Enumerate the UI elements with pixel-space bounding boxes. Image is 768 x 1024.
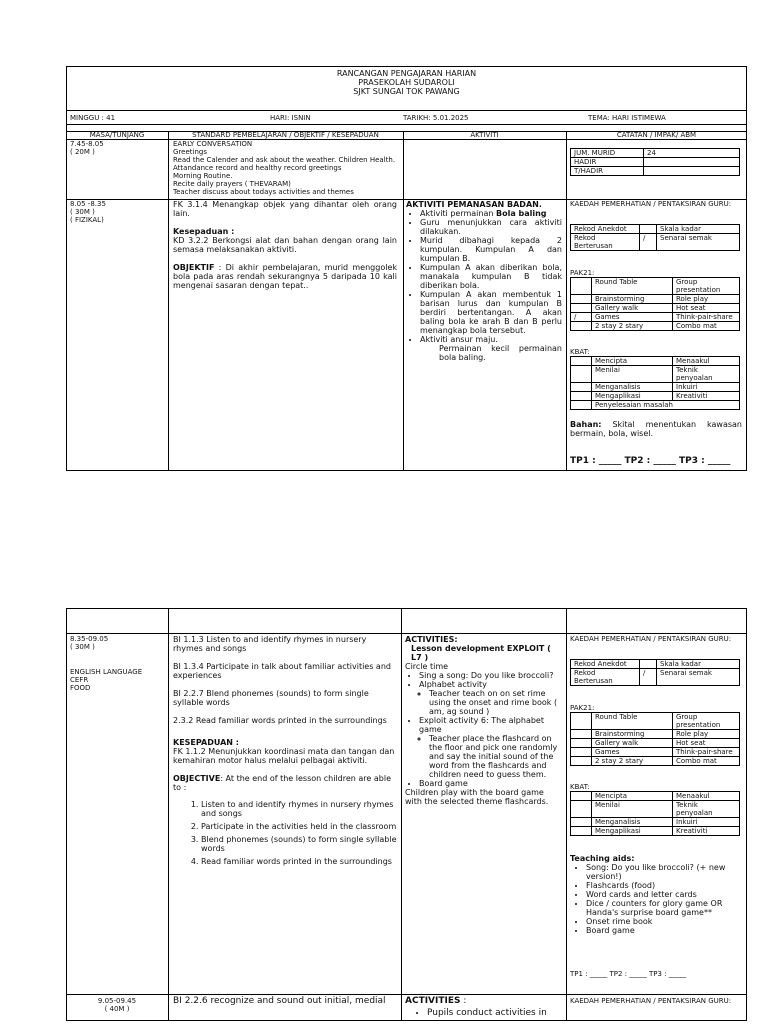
title-line-2: PRASEKOLAH SUDAROLI [358,78,455,87]
list-item: ◦ Teacher teach on on set rime using the onset and rime book ( am, ag sound ) [429,689,563,716]
table-cell: Mencipta [592,357,673,366]
table-cell [640,225,657,234]
column-header-standard: STANDARD PEMBELAJARAN / OBJEKTIF / KESEPADUAN [192,131,379,139]
table-cell: Menilai [592,366,673,383]
column-divider [566,131,567,471]
table-cell: Inkuiri [673,383,740,392]
list-item: • Onset rime book [586,917,744,926]
table-row [571,313,740,322]
pak21-table [570,712,740,766]
list-item: • Kumpulan A akan diberikan bola, manakala kumpulan B tidak diberikan bola. [420,263,562,290]
list-item: • Song: Do you like broccoli? (+ new version!) [586,863,744,881]
row3-objective [173,774,397,792]
list-item: • Flashcards (food) [586,881,744,890]
table-border-top [66,66,747,67]
table-cell: Combo mat [673,757,740,766]
column-header-masa: MASA/TUNJANG [89,131,145,139]
table-cell [571,818,592,827]
table-row [571,322,740,331]
column-divider [401,608,402,1021]
table-cell [571,392,592,401]
table-cell: Penyelesaian masalah [592,401,740,410]
table-cell: Round Table [592,278,673,295]
table-border-right [746,608,747,1021]
table-cell [571,304,592,313]
table-cell: Combo mat [673,322,740,331]
row2-bahan-label: Bahan: [570,420,602,429]
table-cell [571,827,592,836]
row3-kesepaduan-label: KESEPADUAN : [173,738,239,747]
list-item-bold: Bola baling [495,209,547,218]
table-cell: Rekod Berterusan [571,669,640,686]
row3-sp: BI 2.2.7 Blend phonemes (sounds) to form single syllable words [173,689,369,707]
table-cell [640,660,657,669]
row4-activities-label: ACTIVITIES [405,996,461,1006]
row3-objective-label: OBJECTIVE [173,774,221,783]
table-cell [571,366,592,383]
table-cell [571,401,592,410]
table-cell: / [640,234,657,251]
row3-teaching-list [570,863,744,935]
list-item [419,716,563,779]
minggu-label: MINGGU : 41 [70,114,116,122]
row4-activities-list [405,1008,563,1018]
list-item: • Pupils conduct activities in [427,1008,563,1018]
table-cell [571,357,592,366]
row1-duration: ( 20M ) [70,148,95,156]
list-item: • Dice / counters for glory game OR Handa's surprise board game** [586,899,744,917]
row2-bahan [570,420,742,438]
table-row [571,801,740,818]
table-cell: Round Table [592,713,673,730]
table-cell: 24 [644,149,740,158]
table-cell [571,739,592,748]
row1-line: Attandance record and healthy record greetings [173,164,342,172]
table-row [571,234,740,251]
row3-kesepaduan: FK 1.1.2 Menunjukkan koordinasi mata dan tangan dan kemahiran motor halus melalui pelbagai aktiviti. [173,747,395,765]
sub-list [419,689,563,716]
row3-teaching-label: Teaching aids: [570,854,635,863]
rekod-table [570,224,740,251]
row3-children-play: Children play with the board game with the selected theme flashcards. [405,788,549,806]
table-border-left [66,66,67,471]
table-row [571,713,740,730]
list-item [419,680,563,716]
row2-tp: TP1 : _____ TP2 : _____ TP3 : _____ [570,456,731,466]
pak21-table [570,277,740,331]
tema-label: TEMA: HARI ISTIMEWA [588,114,666,122]
table-cell: Hot seat [673,304,740,313]
table-row [571,757,740,766]
row1-line: Greetings [173,148,207,156]
row1-time [70,140,166,156]
row3-activities-label: ACTIVITIES: [405,635,458,644]
list-item-text: Alphabet activity [419,680,487,689]
table-cell [571,757,592,766]
table-row [571,295,740,304]
row3-standard [173,635,397,870]
table-row [571,792,740,801]
table-row [571,739,740,748]
attendance-table [570,148,740,176]
column-divider [168,608,169,1021]
doc-title [66,69,747,96]
table-row [571,669,740,686]
row1-time-range: 7.45-8.05 [70,140,104,148]
list-item: 3. Blend phonemes (sounds) to form single syllable words [201,835,397,853]
row2-objektif-text: : Di akhir pembelajaran, murid menggolek bola pada aras rendah sekurangnya 5 daripada 10 kali mengenai sasaran dengan tepat.. [173,263,397,290]
list-item-text: Exploit activity 6: The alphabet game [419,716,544,734]
row4-activities [405,996,563,1018]
row1-line: Teacher discuss about todays activities and themes [173,188,354,196]
tarikh-label: TARIKH: 5.01.2025 [403,114,469,122]
table-divider [66,124,747,125]
row2-tunjang: ( FIZIKAL) [70,216,104,224]
title-line-1: RANCANGAN PENGAJARAN HARIAN [336,69,477,78]
row1-line: Morning Routine. [173,172,233,180]
table-row [571,357,740,366]
table-cell: Group presentation [673,713,740,730]
table-row [571,366,740,383]
list-item: 1. Listen to and identify rhymes in nursery rhymes and songs [201,800,397,818]
row3-lesson: Lesson development EXPLOIT ( L7 ) [411,644,551,662]
table-row [571,392,740,401]
table-cell: Brainstorming [592,730,673,739]
table-cell: Rekod Anekdot [571,660,640,669]
table-row [571,748,740,757]
row3-topic: FOOD [70,684,91,692]
table-cell: Skala kadar [657,225,740,234]
table-row [571,225,740,234]
row2-time-range: 8.05 -8.35 [70,200,106,208]
list-item: • Sing a song: Do you like broccoli? [419,671,563,680]
table-cell: Brainstorming [592,295,673,304]
column-header-catatan: CATATAN / IMPAK/ ABM [616,131,697,139]
row2-kbat-label: KBAT: [570,348,590,356]
row3-kbat-label: KBAT: [570,783,590,791]
row3-activities-list [405,671,563,788]
table-row [571,827,740,836]
row2-duration: ( 30M ) [70,208,95,216]
table-row [571,167,740,176]
sub-list [419,734,563,779]
row3-time [70,635,166,692]
list-item: • Aktiviti ansur maju. [420,335,562,344]
row1-conversation [173,140,563,196]
table-cell [571,383,592,392]
table-cell: Gallery walk [592,739,673,748]
list-item: ◦ Teacher place the flashcard on the floor and pick one randomly and say the initial sound of the word from the flashcards and children need to guess them. [429,734,563,779]
table-divider [66,110,747,111]
table-cell [571,278,592,295]
row4-kaedah: KAEDAH PEMERHATIAN / PENTAKSIRAN GURU: [570,997,732,1005]
list-item: • Guru menunjukkan cara aktiviti dilakukan. [420,218,562,236]
row3-tp: TP1 : _____ TP2 : _____ TP3 : _____ [570,970,687,978]
table-border-right [746,66,747,471]
row3-sp: BI 1.3.4 Participate in talk about familiar activities and experiences [173,662,391,680]
table-cell: / [571,313,592,322]
row3-kaedah: KAEDAH PEMERHATIAN / PENTAKSIRAN GURU: [570,635,732,643]
row3-objective-text: : At the end of the lesson children are able to : [173,774,392,792]
table-cell: Rekod Berterusan [571,234,640,251]
table-cell: Games [592,748,673,757]
table-cell: JUM. MURID [571,149,644,158]
table-cell [644,167,740,176]
table-cell: Menaakul [673,792,740,801]
row3-time-range: 8.35-09.05 [70,635,109,643]
row3-activities [405,635,563,806]
table-cell: Mencipta [592,792,673,801]
table-cell: Mengaplikasi [592,827,673,836]
table-row [571,278,740,295]
list-item: • Murid dibahagi kepada 2 kumpulan. Kumpulan A dan kumpulan B. [420,236,562,263]
row4-time-range: 9.05-09.45 [97,997,137,1005]
table-cell [571,801,592,818]
table-cell: Hot seat [673,739,740,748]
table-cell: Gallery walk [592,304,673,313]
table-cell: 2 stay 2 stary [592,757,673,766]
table-cell: Senarai semak [657,234,740,251]
table-cell [644,158,740,167]
table-row [571,158,740,167]
table-cell: Kreativiti [673,827,740,836]
table-cell: Menaakul [673,357,740,366]
table-cell: Senarai semak [657,669,740,686]
row1-line: Recite daily prayers ( THEVARAM) [173,180,291,188]
column-header-aktiviti: AKTIVITI [470,131,499,139]
row3-objectives-list [173,800,397,866]
row1-line: EARLY CONVERSATION [173,140,253,148]
table-cell: / [640,669,657,686]
row2-aktiviti [406,200,562,362]
row2-sp: FK 3.1.4 Menangkap objek yang dihantar oleh orang lain. [173,200,397,218]
table-cell: Group presentation [673,278,740,295]
row3-cefr: CEFR [70,676,89,684]
row2-bahan-text: Skital menentukan kawasan bermain, bola, wisel. [570,420,742,438]
column-divider [168,131,169,471]
table-cell: Teknik penyoalan [673,366,740,383]
row4-activities-colon: : [460,996,467,1006]
list-item: • Board game [586,926,744,935]
row2-time [70,200,166,224]
table-cell: Think-pair-share [673,748,740,757]
table-cell: Menganalisis [592,383,673,392]
row2-standard [173,200,397,290]
row2-ansur-maju: Permainan kecil permainan bola baling. [439,344,562,362]
hari-label: HARI: ISNIN [270,114,311,122]
table-cell: Skala kadar [657,660,740,669]
row2-objektif [173,263,397,290]
title-line-3: SJKT SUNGAI TOK PAWANG [353,87,460,96]
table-cell: Mengaplikasi [592,392,673,401]
row2-aktiviti-list [406,209,562,344]
table-row [571,149,740,158]
table-cell: Think-pair-share [673,313,740,322]
table-cell: Role play [673,730,740,739]
row4-duration: ( 40M ) [104,1005,130,1013]
table-row [571,660,740,669]
table-cell: 2 stay 2 stary [592,322,673,331]
table-cell [571,730,592,739]
row3-pak21-label: PAK21: [570,704,595,712]
table-cell: Menilai [592,801,673,818]
table-cell: Menganalisis [592,818,673,827]
table-cell: Kreativiti [673,392,740,401]
row1-line: Read the Calender and ask about the weather. Children Health. [173,156,396,164]
kbat-table [570,791,740,836]
row2-kaedah: KAEDAH PEMERHATIAN / PENTAKSIRAN GURU: [570,200,732,208]
table-cell: Teknik penyoalan [673,801,740,818]
table-cell: Inkuiri [673,818,740,827]
table-row [571,818,740,827]
list-item: 2. Participate in the activities held in the classroom [201,822,397,831]
table-cell: T/HADIR [571,167,644,176]
table-cell [571,713,592,730]
row4-time [66,997,168,1013]
table-cell: Games [592,313,673,322]
row2-kesepaduan: KD 3.2.2 Berkongsi alat dan bahan dengan orang lain semasa melaksanakan aktiviti. [173,236,397,254]
table-cell [571,748,592,757]
row3-sp: 2.3.2 Read familiar words printed in the surroundings [173,716,387,725]
column-divider [566,608,567,1021]
list-item: • Word cards and letter cards [586,890,744,899]
list-item-text: Aktiviti permainan [420,209,496,218]
table-cell [571,792,592,801]
list-item: • Board game [419,779,563,788]
table-cell [571,322,592,331]
table-row [571,383,740,392]
table-row [571,304,740,313]
row2-objektif-label: OBJEKTIF [173,263,215,272]
table-row [571,401,740,410]
row2-aktiviti-title: AKTIVITI PEMANASAN BADAN. [406,200,542,209]
table-cell: HADIR [571,158,644,167]
row3-duration: ( 30M ) [70,643,95,651]
kbat-table [570,356,740,410]
row4-activities-heading [405,996,563,1006]
row3-circle: Circle time [405,662,449,671]
row2-kesepaduan-label: Kesepaduan : [173,227,235,236]
row4-sp: BI 2.2.6 recognize and sound out initial, medial [173,996,386,1006]
table-row [571,730,740,739]
rekod-table [570,659,740,686]
table-border-left [66,608,67,1021]
table-cell: Role play [673,295,740,304]
table-cell: Rekod Anekdot [571,225,640,234]
row2-pak21-label: PAK21: [570,269,595,277]
row3-subject: ENGLISH LANGUAGE [70,668,143,676]
row3-teaching-aids [570,854,744,935]
table-cell [571,295,592,304]
list-item [420,209,562,218]
row3-sp: BI 1.1.3 Listen to and identify rhymes in nursery rhymes and songs [173,635,367,653]
list-item: • Kumpulan A akan membentuk 1 barisan lurus dan kumpulan B berdiri bertentangan. A akan baling bola ke arah B dan B perlu menangkap bola tersebut. [420,290,562,335]
list-item: 4. Read familiar words printed in the surroundings [201,857,397,866]
